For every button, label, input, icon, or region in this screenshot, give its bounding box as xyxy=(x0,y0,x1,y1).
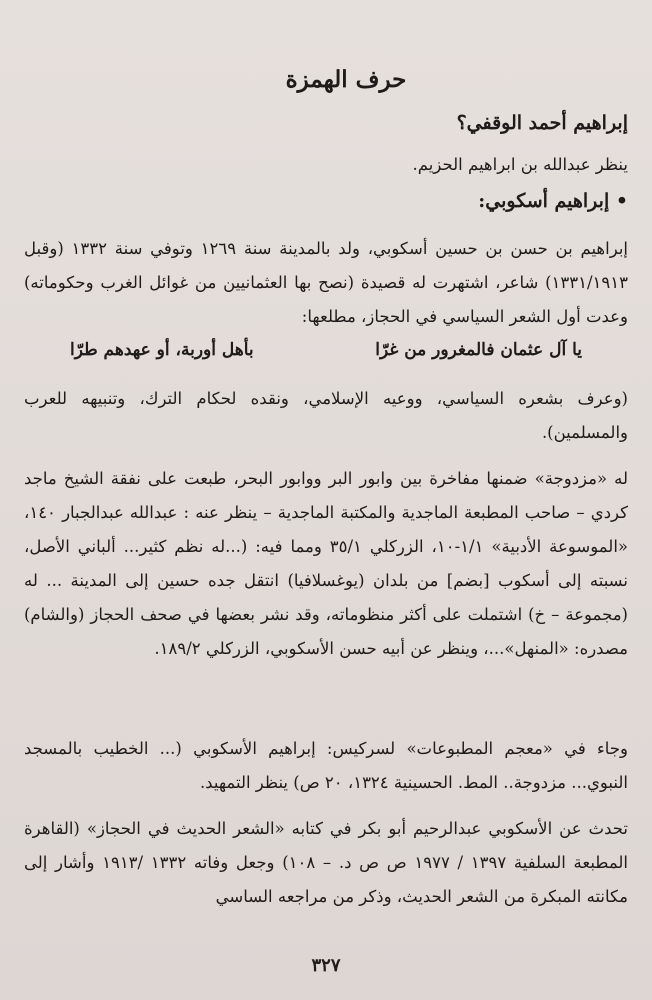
page-number: ٣٢٧ xyxy=(311,955,341,976)
works-paragraph: له «مزدوجة» ضمنها مفاخرة بين وابور البر ووابور البحر، طبعت على نفقة الشيخ ماجد كردي – صاحب المطبعة الماجدية والمكتبة الماجدية – ينظر عنه : عبدالله عبدالجبار ١٤٠، «الموسوعة الأدبية» ١/١-١٠، الزركلي ٣٥/١ ومما فيه: (...له نظم كثير... ألباني الأصل، نسبته إلى أسكوب [بضم] من بلدان (يوغسلافيا) انتقل جده حسين إلى المدينة ... له (مجموعة – خ) اشتملت على أكثر منظوماته، وقد نشر بعضها في صحف الحجاز (والشام) مصدره: «المنهل»...، وينظر عن أبيه حسن الأسكوبي، الزركلي ١٨٩/٢. xyxy=(24,469,628,658)
verse-second-hemistich: بأهل أوربة، أو عهدهم طرّا xyxy=(70,340,254,360)
chapter-title: حرف الهمزة xyxy=(285,66,407,93)
abubakr-paragraph: تحدث عن الأسكوبي عبدالرحيم أبو بكر في كتابه «الشعر الحديث في الحجاز» (القاهرة المطبعة السلفية ١٣٩٧ / ١٩٧٧ ص ص د. – ١٠٨) وجعل وفاته ١٣٣٢ /١٩١٣ وأشار إلى مكانته المبكرة من الشعر الحديث، وذكر من مراجعه الساسي xyxy=(24,819,628,906)
entry-heading-ibrahim-ahmad-alwaqfi: إبراهيم أحمد الوقفي؟ xyxy=(456,112,628,134)
known-for-paragraph: (وعرف بشعره السياسي، ووعيه الإسلامي، ونقده لحكام الترك، وتنبيهه للعرب والمسلمين). xyxy=(24,389,628,442)
poem-opening-verse xyxy=(70,340,582,360)
cross-reference: ينظر عبدالله بن ابراهيم الحزيم. xyxy=(412,155,628,174)
verse-first-hemistich: يا آل عثمان فالمغرور من غرّا xyxy=(375,340,582,360)
entry-heading-ibrahim-askubi: • إبراهيم أسكوبي: xyxy=(478,190,628,212)
sarkis-paragraph: وجاء في «معجم المطبوعات» لسركيس: إبراهيم الأسكوبي (... الخطيب بالمسجد النبوي... مزدوجة.. المط. الحسينية ١٣٢٤، ٢٠ ص) ينظر التمهيد. xyxy=(24,739,628,792)
biography-paragraph: إبراهيم بن حسن بن حسين أسكوبي، ولد بالمدينة سنة ١٢٦٩ وتوفي سنة ١٣٣٢ (وقبل ١٣٣١/١٩١٣) شاعر، اشتهرت له قصيدة (نصح بها العثمانيين من غوائل الغرب وحكوماته) وعدت أول الشعر السياسي في الحجاز، مطلعها: xyxy=(24,239,628,326)
